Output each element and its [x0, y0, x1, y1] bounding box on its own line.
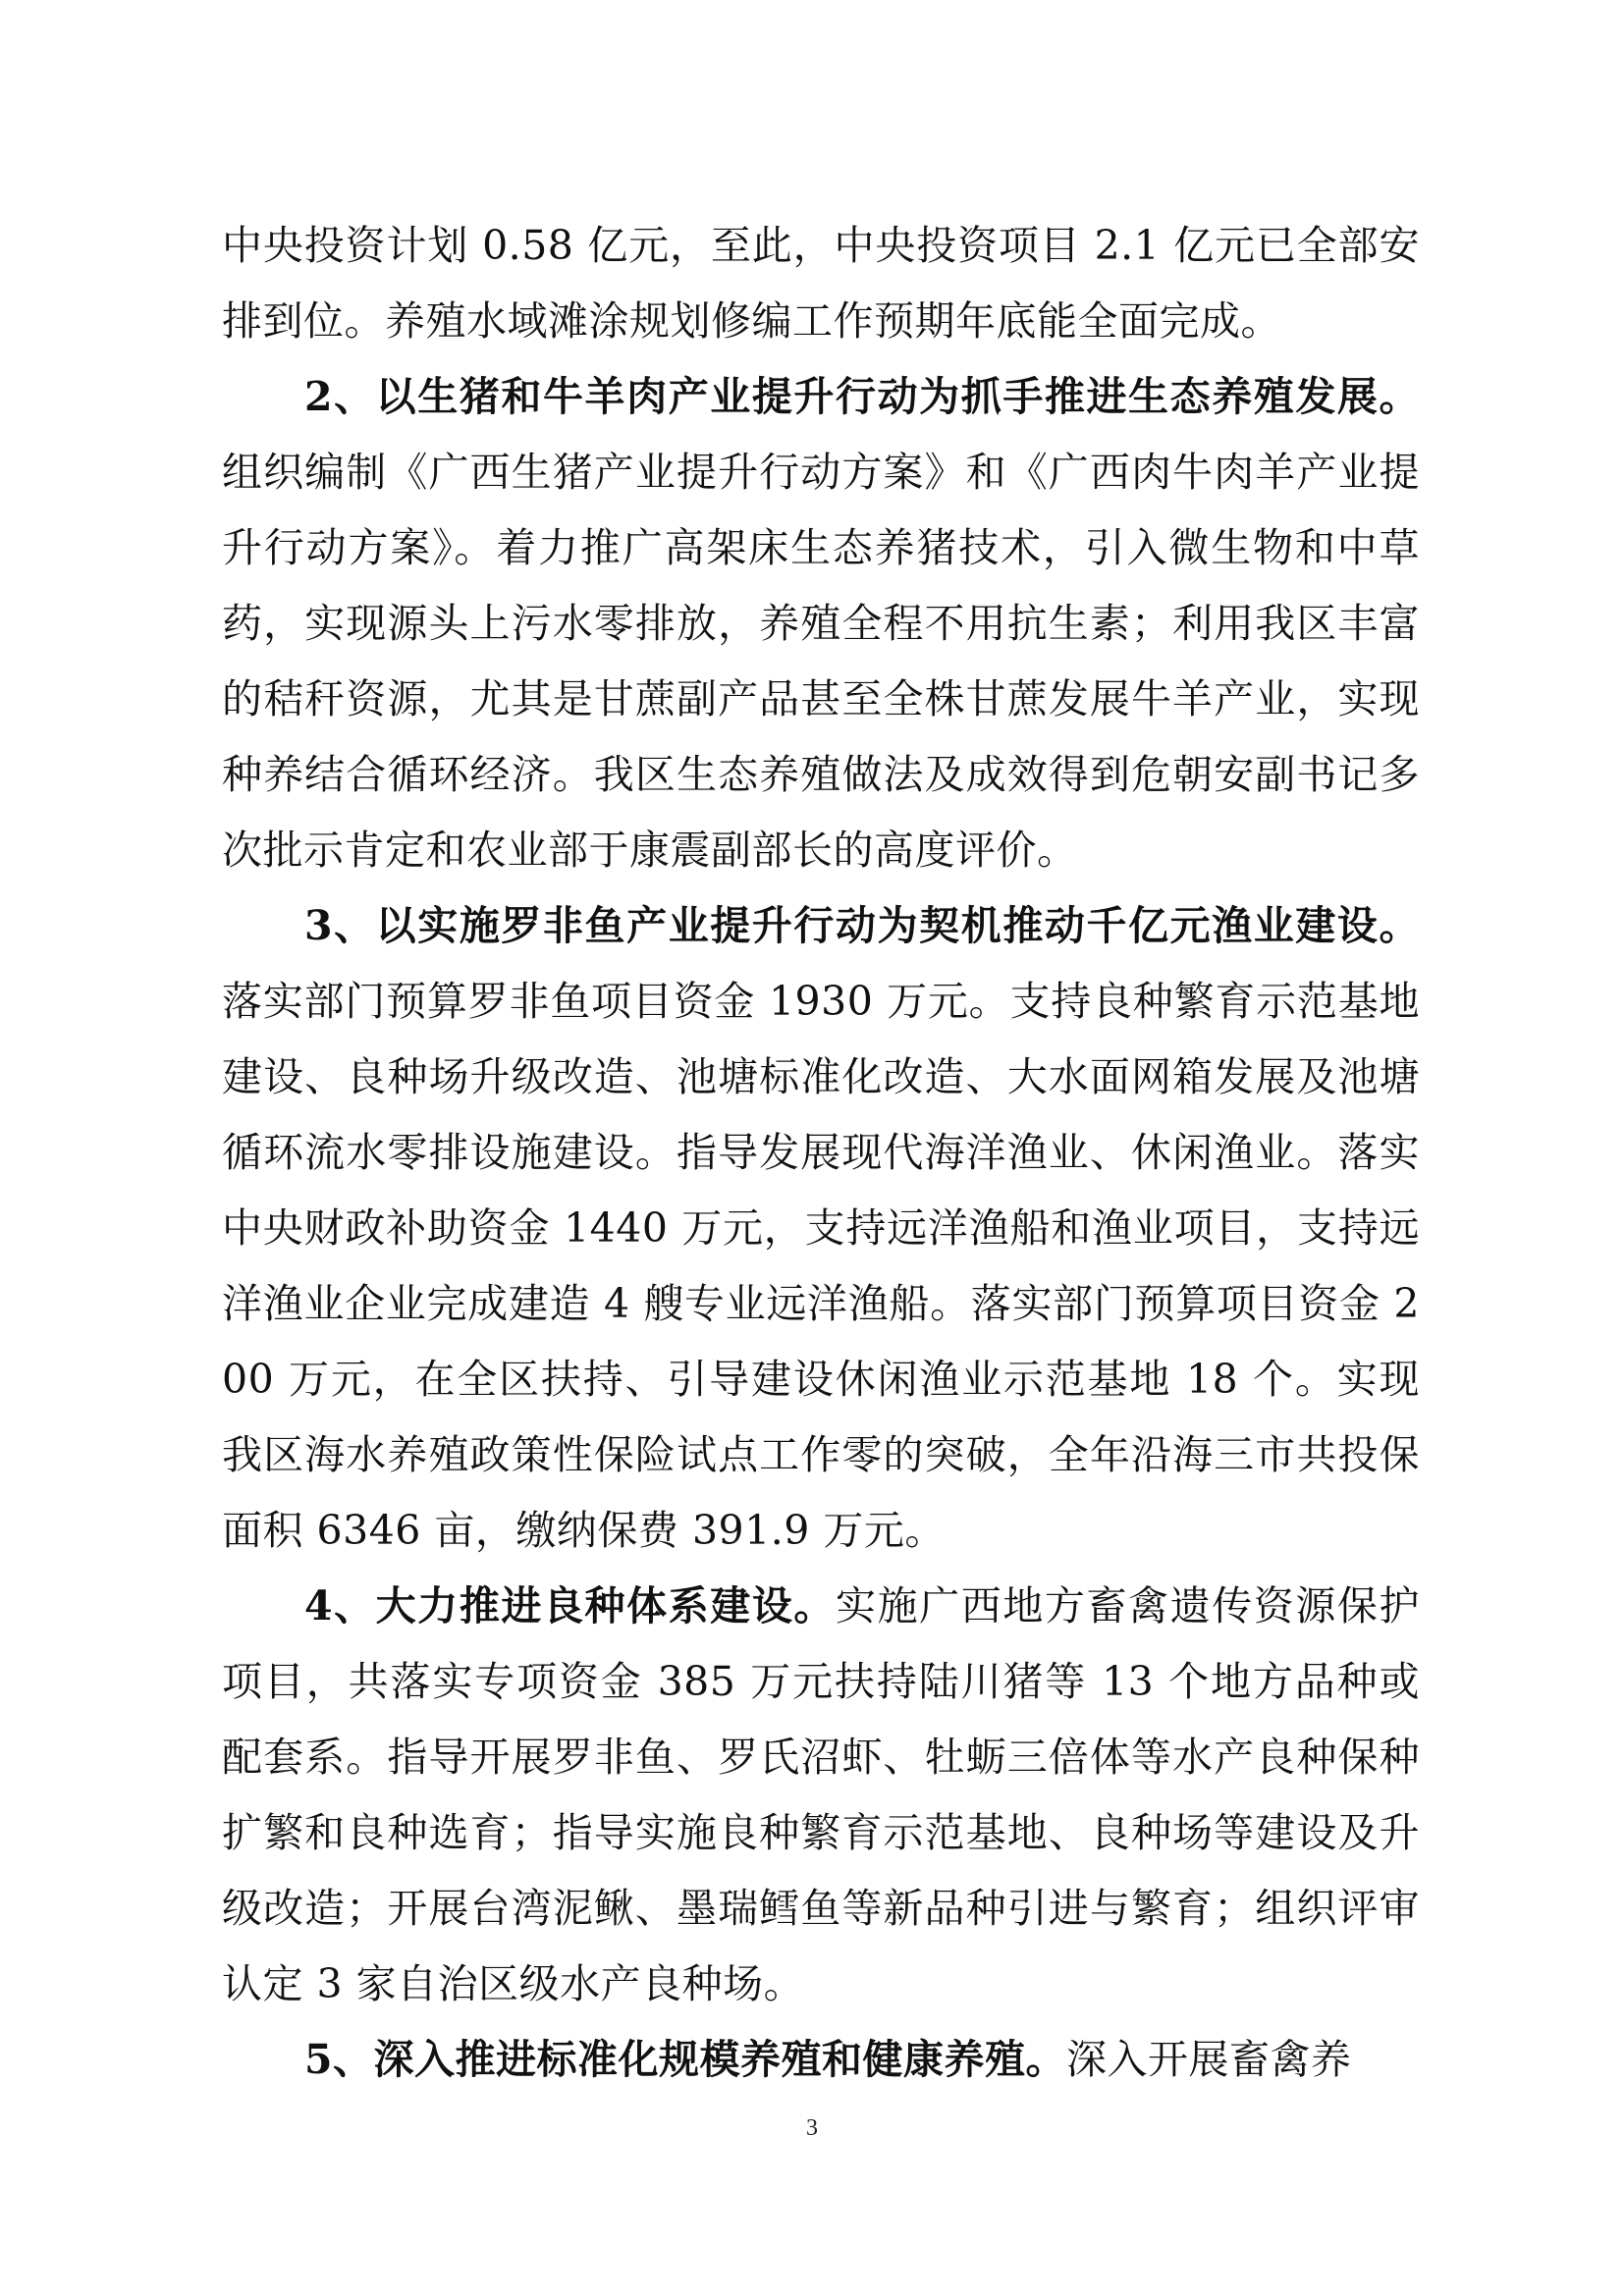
paragraph-3-heading: 3、以实施罗非鱼产业提升行动为契机推动千亿元渔业建设。 — [304, 902, 1420, 949]
paragraph-4 — [222, 1569, 1420, 2022]
paragraph-5-heading: 5、深入推进标准化规模养殖和健康养殖。 — [304, 2036, 1067, 2083]
paragraph-3-text: 落实部门预算罗非鱼项目资金 1930 万元。支持良种繁育示范基地建设、良种场升级改造、池塘标准化改造、大水面网箱发展及池塘循环流水零排设施建设。指导发展现代海洋渔业、休闲渔业。落实中央财政补助资金 1440 万元，支持远洋渔船和渔业项目，支持远洋渔业企业完成建造 4 艘专业远洋渔船。落实部门预算项目资金 200 万元，在全区扶持、引导建设休闲渔业示范基地 18 个。实现我区海水养殖政策性保险试点工作零的突破，全年沿海三市共投保面积 6346 亩，缴纳保费 391.9 万元。 — [222, 978, 1420, 1554]
paragraph-2-heading: 2、以生猪和牛羊肉产业提升行动为抓手推进生态养殖发展。 — [304, 373, 1420, 420]
paragraph-2-text: 组织编制《广西生猪产业提升行动方案》和《广西肉牛肉羊产业提升行动方案》。着力推广高架床生态养猪技术，引入微生物和中草药，实现源头上污水零排放，养殖全程不用抗生素；利用我区丰富的秸秆资源，尤其是甘蔗副产品甚至全株甘蔗发展牛羊产业，实现种养结合循环经济。我区生态养殖做法及成效得到危朝安副书记多次批示肯定和农业部于康震副部长的高度评价。 — [222, 449, 1420, 874]
paragraph-1-text: 中央投资计划 0.58 亿元，至此，中央投资项目 2.1 亿元已全部安排到位。养殖水域滩涂规划修编工作预期年底能全面完成。 — [222, 222, 1420, 345]
paragraph-5 — [222, 2022, 1420, 2098]
paragraph-4-text: 实施广西地方畜禽遗传资源保护项目，共落实专项资金 385 万元扶持陆川猪等 13 个地方品种或配套系。指导开展罗非鱼、罗氏沼虾、牡蛎三倍体等水产良种保种扩繁和良种选育；指导实施良种繁育示范基地、良种场等建设及升级改造；开展台湾泥鳅、墨瑞鳕鱼等新品种引进与繁育；组织评审认定 3 家自治区级水产良种场。 — [222, 1582, 1420, 2007]
document-body — [222, 208, 1420, 2098]
paragraph-2 — [222, 359, 1420, 888]
paragraph-4-heading: 4、大力推进良种体系建设。 — [304, 1582, 837, 1629]
page-number: 3 — [806, 2115, 818, 2141]
paragraph-5-text: 深入开展畜禽养 — [1066, 2036, 1352, 2083]
paragraph-1 — [222, 208, 1420, 359]
paragraph-3 — [222, 888, 1420, 1569]
